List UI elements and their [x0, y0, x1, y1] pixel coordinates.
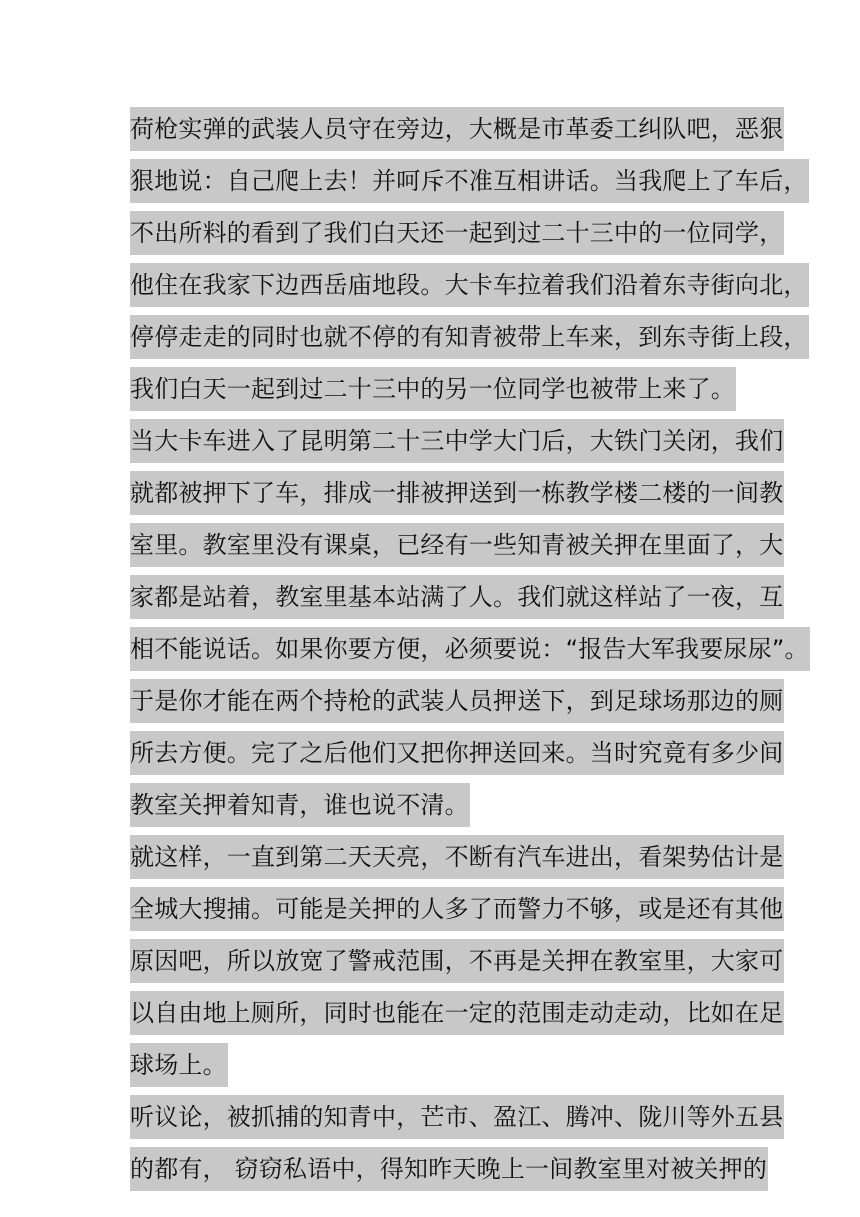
text-line	[130, 362, 740, 414]
highlighted-text: 当大卡车进入了昆明第二十三中学大门后，大铁门关闭，我们	[130, 419, 784, 463]
text-line	[130, 1142, 768, 1194]
body-text	[130, 102, 809, 1194]
highlighted-text: 的都有， 窃窃私语中，得知昨天晚上一间教室里对被关押的	[130, 1147, 768, 1191]
text-line	[130, 882, 784, 934]
highlighted-text: 就这样，一直到第二天天亮，不断有汽车进出，看架势估计是	[130, 835, 784, 879]
text-line	[130, 414, 784, 466]
highlighted-text: 室里。教室里没有课桌，已经有一些知青被关押在里面了，大	[130, 523, 784, 567]
text-line	[130, 1038, 740, 1090]
text-line	[130, 1090, 784, 1142]
text-line	[130, 986, 784, 1038]
highlighted-text: 就都被押下了车，排成一排被押送到一栋教学楼二楼的一间教	[130, 471, 784, 515]
highlighted-text: 所去方便。完了之后他们又把你押送回来。当时究竟有多少间	[130, 731, 784, 775]
text-line	[130, 310, 808, 362]
highlighted-text: 教室关押着知青，谁也说不清。	[130, 783, 470, 827]
highlighted-text: 他住在我家下边西岳庙地段。大卡车拉着我们沿着东寺街向北，	[130, 263, 809, 307]
highlighted-text: 不出所料的看到了我们白天还一起到过二十三中的一位同学，	[130, 211, 784, 255]
highlighted-text: 狠地说：自己爬上去！并呵斥不准互相讲话。当我爬上了车后，	[130, 159, 809, 203]
text-line	[130, 674, 784, 726]
text-line	[130, 518, 784, 570]
text-line	[130, 466, 784, 518]
text-line	[130, 206, 784, 258]
text-line	[130, 570, 784, 622]
highlighted-text: 全城大搜捕。可能是关押的人多了而警力不够，或是还有其他	[130, 887, 784, 931]
highlighted-text: 原因吧，所以放宽了警戒范围，不再是关押在教室里，大家可	[130, 939, 784, 983]
highlighted-text: 家都是站着，教室里基本站满了人。我们就这样站了一夜，互	[130, 575, 784, 619]
text-line	[130, 726, 784, 778]
text-line	[130, 778, 740, 830]
highlighted-text: 听议论，被抓捕的知青中，芒市、盈江、腾冲、陇川等外五县	[130, 1095, 784, 1139]
highlighted-text: 停停走走的同时也就不停的有知青被带上车来，到东寺街上段，	[130, 315, 809, 359]
highlighted-text: 相不能说话。如果你要方便，必须要说：“报告大军我要尿尿”。	[130, 627, 810, 671]
highlighted-text: 以自由地上厕所，同时也能在一定的范围走动走动，比如在足	[130, 991, 784, 1035]
highlighted-text: 荷枪实弹的武装人员守在旁边，大概是市革委工纠队吧，恶狠	[130, 107, 784, 151]
text-line	[130, 934, 784, 986]
text-line	[130, 154, 808, 206]
highlighted-text: 我们白天一起到过二十三中的另一位同学也被带上来了。	[130, 367, 736, 411]
text-line	[130, 102, 784, 154]
text-line	[130, 830, 784, 882]
highlighted-text: 于是你才能在两个持枪的武装人员押送下，到足球场那边的厕	[130, 679, 784, 723]
text-line	[130, 258, 808, 310]
highlighted-text: 球场上。	[130, 1043, 228, 1087]
text-line	[130, 622, 809, 674]
